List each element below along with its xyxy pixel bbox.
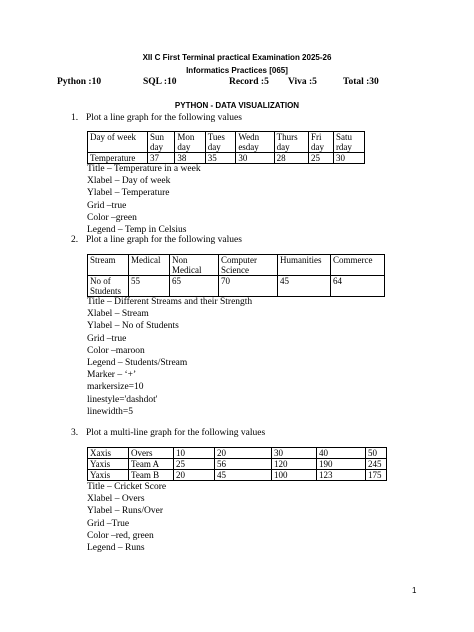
table-row [88, 448, 387, 459]
table-cell: 123 [317, 470, 366, 481]
q2-table [87, 254, 385, 297]
table-cell: 70 [219, 276, 278, 297]
table-cell: 64 [331, 276, 385, 297]
spec-line: Grid –true [87, 333, 127, 344]
question-text: Plot a line graph for the following values [86, 113, 242, 123]
table-cell: Mon day [175, 132, 205, 153]
spec-line: Xlabel – Overs [87, 494, 145, 505]
table-cell: Yaxis [88, 459, 129, 470]
table-row [88, 470, 387, 481]
spec-line: Title – Different Streams and their Strength [87, 297, 253, 307]
table-cell: Humanities [278, 255, 331, 276]
spec-line: linewidth=5 [87, 406, 133, 417]
marks-record: Record :5 [229, 77, 269, 87]
spec-line: Color –maroon [87, 345, 145, 356]
table-row [88, 459, 387, 470]
question-number: 3. [71, 428, 79, 438]
question-number: 2. [71, 235, 79, 245]
spec-line: Marker – ‘+’ [87, 370, 137, 381]
spec-line: Legend – Students/Stream [87, 358, 188, 369]
table-cell: 56 [215, 459, 272, 470]
section-title: PYTHON - DATA VISUALIZATION [174, 101, 300, 110]
marks-viva: Viva :5 [288, 77, 317, 87]
spec-line: Grid –true [87, 200, 127, 211]
spec-line: Legend – Temp in Celsius [87, 225, 187, 236]
table-cell: Team B [129, 470, 174, 481]
exam-title: XII C First Terminal practical Examination 2025-26 [142, 53, 332, 62]
spec-line: Color –red, green [87, 530, 154, 541]
table-cell: Thurs day [274, 132, 308, 153]
q3-specs [87, 481, 166, 554]
table-cell: 25 [174, 459, 215, 470]
table-cell: 30 [333, 153, 364, 164]
q3-table [87, 447, 387, 481]
marks-total: Total :30 [343, 77, 379, 87]
table-cell: 25 [308, 153, 333, 164]
table-cell: 10 [174, 448, 215, 459]
table-cell: 245 [366, 459, 387, 470]
table-cell: Yaxis [88, 470, 129, 481]
table-cell: 65 [170, 276, 219, 297]
table-cell: Fri day [308, 132, 333, 153]
table-cell: 20 [215, 448, 272, 459]
table-cell: Temperature [88, 153, 148, 164]
q1-specs [87, 163, 201, 236]
table-cell: Computer Science [219, 255, 278, 276]
spec-line: Ylabel – Temperature [87, 188, 170, 199]
table-row [88, 255, 385, 276]
page-number: 1 [412, 586, 417, 595]
table-cell: Wedn esday [236, 132, 274, 153]
table-cell: Commerce [331, 255, 385, 276]
table-cell: Team A [129, 459, 174, 470]
spec-line: Xlabel – Stream [87, 309, 149, 320]
table-cell: 40 [317, 448, 366, 459]
table-cell: 30 [236, 153, 274, 164]
table-cell: Stream [88, 255, 129, 276]
table-cell: 50 [366, 448, 387, 459]
table-cell: 100 [272, 470, 317, 481]
table-cell: Non Medical [170, 255, 219, 276]
table-cell: No of Students [88, 276, 129, 297]
question-text: Plot a multi-line graph for the following values [86, 428, 266, 438]
table-cell: Sun day [148, 132, 175, 153]
table-cell: 37 [148, 153, 175, 164]
marks-python: Python :10 [57, 77, 102, 87]
table-cell: 175 [366, 470, 387, 481]
table-row [88, 132, 365, 153]
table-cell: 30 [272, 448, 317, 459]
table-cell: 38 [175, 153, 205, 164]
spec-line: Title – Cricket Score [87, 482, 167, 492]
table-cell: 45 [215, 470, 272, 481]
spec-line: Ylabel – No of Students [87, 321, 179, 332]
spec-line: linestyle='dashdot' [87, 394, 158, 405]
q1-table [87, 131, 365, 164]
question-text: Plot a line graph for the following values [86, 235, 242, 245]
spec-line: markersize=10 [87, 382, 144, 393]
table-cell: Xaxis [88, 448, 129, 459]
subject-title: Informatics Practices [065] [186, 66, 288, 75]
table-cell: 120 [272, 459, 317, 470]
table-cell: Satu rday [333, 132, 364, 153]
spec-line: Grid –True [87, 518, 130, 529]
table-cell: 45 [278, 276, 331, 297]
table-cell: Tues day [205, 132, 236, 153]
spec-line: Color –green [87, 212, 137, 223]
table-row [88, 153, 365, 164]
spec-line: Title – Temperature in a week [87, 164, 201, 174]
table-cell: 190 [317, 459, 366, 470]
table-row [88, 276, 385, 297]
table-cell: 28 [274, 153, 308, 164]
spec-line: Ylabel – Runs/Over [87, 506, 163, 517]
table-cell: 20 [174, 470, 215, 481]
table-cell: Overs [129, 448, 174, 459]
question-number: 1. [71, 113, 79, 123]
table-cell: Day of week [88, 132, 148, 153]
q2-specs [87, 296, 252, 418]
spec-line: Legend – Runs [87, 543, 145, 554]
spec-line: Xlabel – Day of week [87, 176, 171, 187]
marks-sql: SQL :10 [143, 77, 177, 87]
table-cell: 35 [205, 153, 236, 164]
table-cell: 55 [129, 276, 170, 297]
table-cell: Medical [129, 255, 170, 276]
